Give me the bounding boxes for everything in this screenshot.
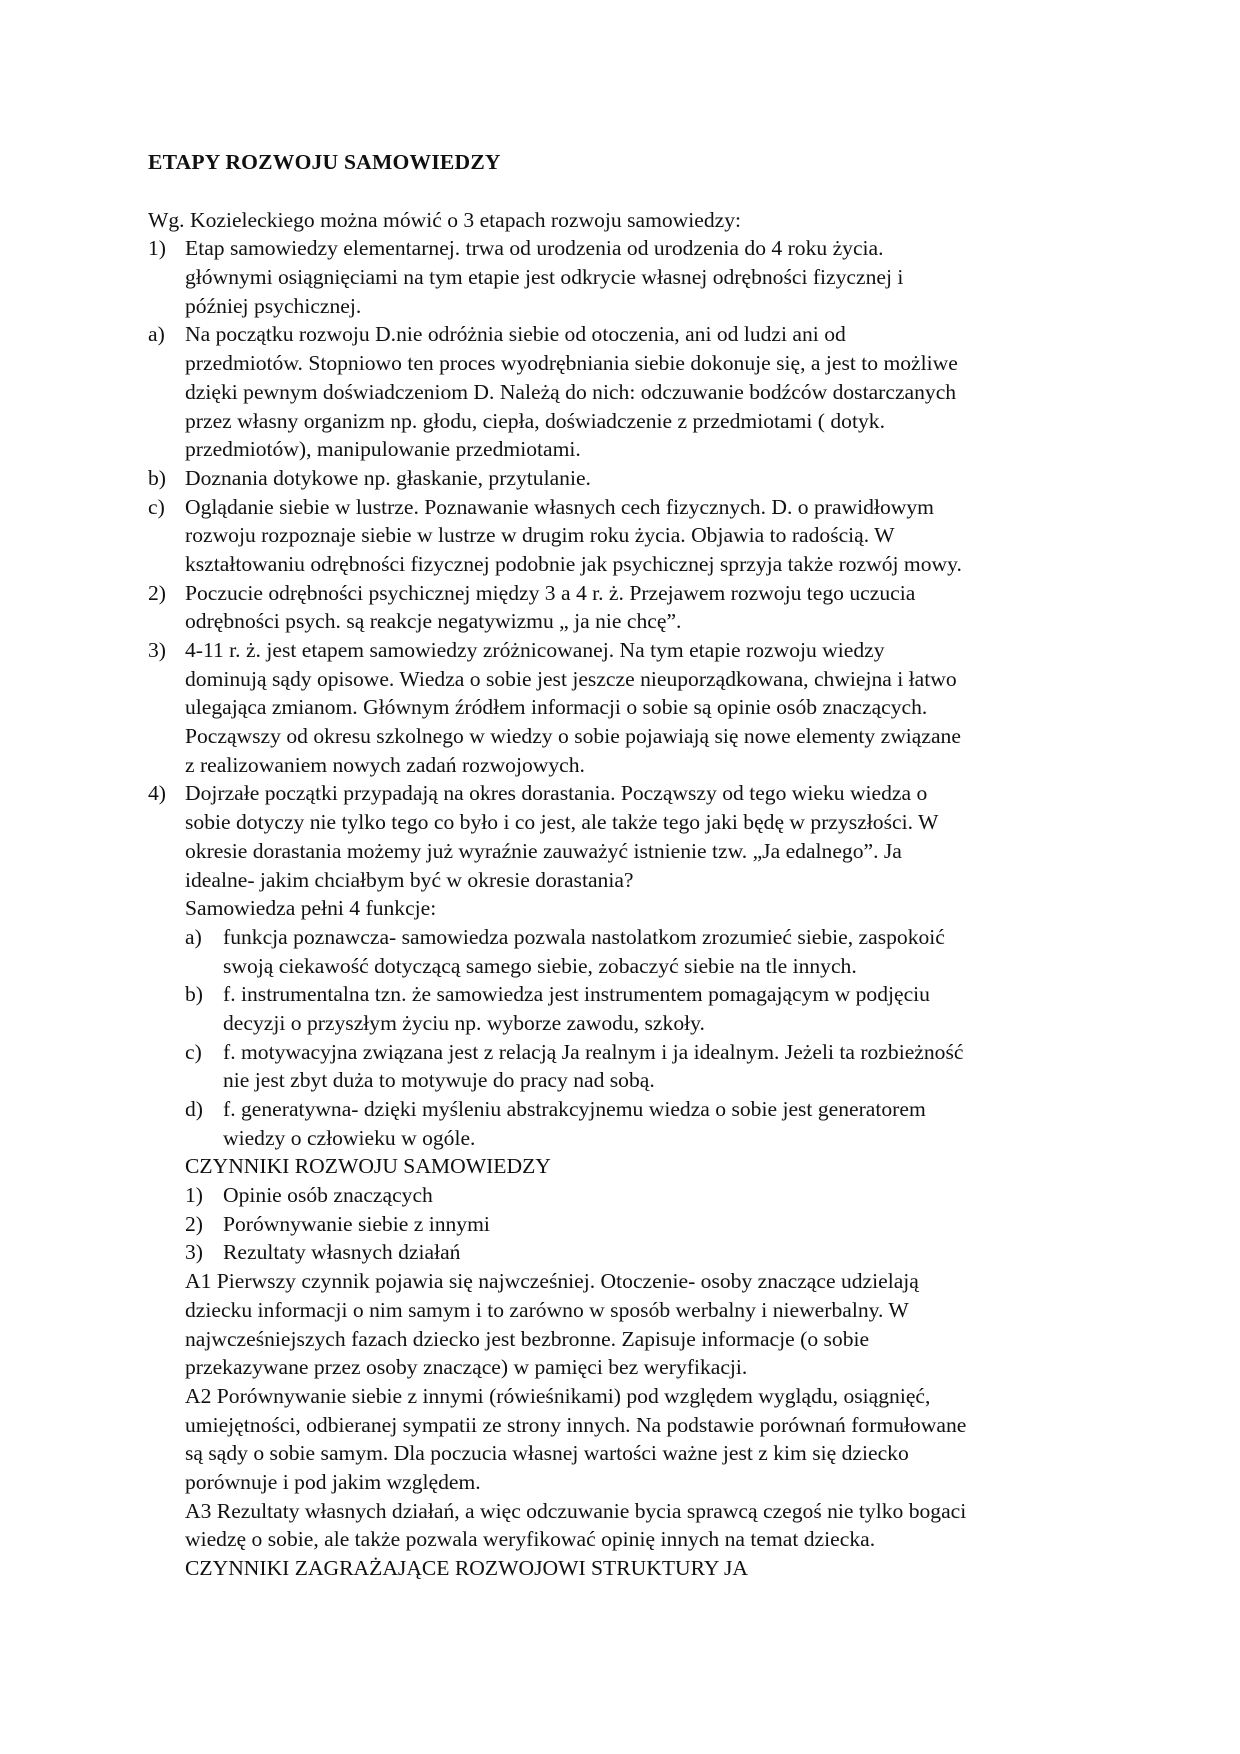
line-text: Wg. Kozieleckiego można mówić o 3 etapach rozwoju samowiedzy: — [148, 207, 742, 232]
line-text: A1 Pierwszy czynnik pojawia się najwcześniej. Otoczenie- osoby znaczące udzielają — [185, 1269, 919, 1294]
list-continuation — [148, 1439, 1098, 1468]
list-continuation — [148, 349, 1098, 378]
list-continuation — [148, 1382, 1098, 1411]
list-continuation — [148, 1411, 1098, 1440]
list-item-text: Opinie osób znaczących — [223, 1183, 433, 1208]
list-marker: c) — [185, 1039, 202, 1064]
line-text: Począwszy od okresu szkolnego w wiedzy o sobie pojawiają się nowe elementy związane — [185, 724, 961, 749]
line-text: najwcześniejszych fazach dziecko jest bezbronne. Zapisuje informacje (o sobie — [185, 1326, 870, 1351]
list-marker: 2) — [185, 1211, 203, 1236]
line-text: przedmiotów), manipulowanie przedmiotami. — [185, 437, 581, 462]
list-continuation — [148, 607, 1098, 636]
line-text: są sądy o sobie samym. Dla poczucia własnej wartości ważne jest z kim się dziecko — [185, 1441, 909, 1466]
list-continuation — [148, 1525, 1098, 1554]
line-text: kształtowaniu odrębności fizycznej podobnie jak psychicznej sprzyja także rozwój mowy. — [185, 551, 962, 576]
list-continuation — [148, 866, 1098, 895]
list-continuation — [148, 1267, 1098, 1296]
list-item-text: funkcja poznawcza- samowiedza pozwala nastolatkom zrozumieć siebie, zaspokoić — [223, 924, 945, 949]
list-item-text: Doznania dotykowe np. głaskanie, przytulanie. — [185, 465, 591, 490]
list-marker: 1) — [148, 236, 166, 261]
line-text: rozwoju rozpoznaje siebie w lustrze w drugim roku życia. Objawia to radością. W — [185, 523, 895, 548]
list-item-text: f. generatywna- dzięki myśleniu abstrakcyjnemu wiedza o sobie jest generatorem — [223, 1097, 926, 1121]
list-item — [148, 779, 1098, 808]
line-text: dzięki pewnym doświadczeniom D. Należą do nich: odczuwanie bodźców dostarczanych — [185, 379, 957, 404]
paragraph-line — [148, 206, 1098, 235]
list-marker: 3) — [185, 1240, 203, 1265]
sub-list-item — [148, 1210, 1098, 1239]
document-lines — [148, 206, 1098, 1583]
list-marker: a) — [148, 322, 165, 347]
sub-list-continuation — [148, 952, 1098, 981]
line-text: dziecku informacji o nim samym i to zarówno w sposób werbalny i niewerbalny. W — [185, 1297, 909, 1322]
list-marker: 2) — [148, 580, 166, 605]
list-item — [148, 234, 1098, 263]
list-continuation — [148, 751, 1098, 780]
list-continuation — [148, 1152, 1098, 1181]
list-marker: d) — [185, 1097, 203, 1121]
list-item — [148, 493, 1098, 522]
list-continuation — [148, 1468, 1098, 1497]
list-continuation — [148, 808, 1098, 837]
document-title: ETAPY ROZWOJU SAMOWIEDZY — [148, 150, 501, 174]
list-continuation — [148, 435, 1098, 464]
list-continuation — [148, 665, 1098, 694]
sub-list-continuation — [148, 1066, 1098, 1095]
line-text: przedmiotów. Stopniowo ten proces wyodrębniania siebie dokonuje się, a jest to możliwe — [185, 351, 958, 376]
list-continuation — [148, 521, 1098, 550]
line-text: swoją ciekawość dotyczącą samego siebie, zobaczyć siebie na tle innych. — [223, 953, 857, 978]
list-continuation — [148, 292, 1098, 321]
line-text: wiedzy o człowieku w ogóle. — [223, 1125, 476, 1150]
sub-list-item — [148, 980, 1098, 1009]
line-text: głównymi osiągnięciami na tym etapie jest odkrycie własnej odrębności fizycznej i — [185, 265, 904, 290]
line-text: ulegająca zmianom. Głównym źródłem informacji o sobie są opinie osób znaczących. — [185, 695, 928, 720]
list-marker: a) — [185, 924, 202, 949]
line-text: CZYNNIKI ZAGRAŻAJĄCE ROZWOJOWI STRUKTURY JA — [185, 1556, 749, 1580]
list-continuation — [148, 722, 1098, 751]
list-continuation — [148, 1554, 1098, 1583]
line-text: porównuje i pod jakim względem. — [185, 1469, 481, 1494]
list-item-text: Porównywanie siebie z innymi — [223, 1211, 490, 1236]
list-item — [148, 636, 1098, 665]
list-item-text: f. motywacyjna związana jest z relacją Ja realnym i ja idealnym. Jeżeli ta rozbieżność — [223, 1039, 964, 1064]
line-text: sobie dotyczy nie tylko tego co było i co jest, ale także tego jaki będę w przyszłości. W — [185, 810, 939, 835]
list-item-text: f. instrumentalna tzn. że samowiedza jest instrumentem pomagającym w podjęciu — [223, 982, 930, 1007]
list-item — [148, 320, 1098, 349]
list-continuation — [148, 837, 1098, 866]
list-continuation — [148, 263, 1098, 292]
line-text: odrębności psych. są reakcje negatywizmu „ ja nie chcę”. — [185, 609, 682, 634]
line-text: CZYNNIKI ROZWOJU SAMOWIEDZY — [185, 1154, 551, 1179]
line-text: wiedzę o sobie, ale także pozwala weryfikować opinię innych na temat dziecka. — [185, 1527, 876, 1552]
line-text: decyzji o przyszłym życiu np. wyborze zawodu, szkoły. — [223, 1010, 705, 1035]
list-continuation — [148, 1296, 1098, 1325]
list-marker: c) — [148, 494, 165, 519]
line-text: A2 Porównywanie siebie z innymi (rówieśnikami) pod względem wyglądu, osiągnięć, — [185, 1383, 931, 1408]
line-text: nie jest zbyt duża to motywuje do pracy nad sobą. — [223, 1068, 655, 1093]
line-text: później psychicznej. — [185, 293, 362, 318]
list-item-text: Oglądanie siebie w lustrze. Poznawanie własnych cech fizycznych. D. o prawidłowym — [185, 494, 934, 519]
line-text: z realizowaniem nowych zadań rozwojowych. — [185, 752, 585, 777]
list-marker: 3) — [148, 638, 166, 662]
line-text: Samowiedza pełni 4 funkcje: — [185, 896, 437, 921]
list-marker: b) — [148, 465, 166, 490]
list-item — [148, 579, 1098, 608]
list-marker: 1) — [185, 1183, 203, 1208]
list-continuation — [148, 894, 1098, 923]
list-continuation — [148, 1497, 1098, 1526]
line-text: A3 Rezultaty własnych działań, a więc odczuwanie bycia sprawcą czegoś nie tylko bogaci — [185, 1498, 967, 1523]
list-continuation — [148, 550, 1098, 579]
line-text: dominują sądy opisowe. Wiedza o sobie jest jeszcze nieuporządkowana, chwiejna i łatwo — [185, 666, 957, 691]
list-continuation — [148, 1353, 1098, 1382]
list-continuation — [148, 378, 1098, 407]
list-item-text: Poczucie odrębności psychicznej między 3 a 4 r. ż. Przejawem rozwoju tego uczucia — [185, 580, 916, 605]
sub-list-item — [148, 1095, 1098, 1124]
line-text: przez własny organizm np. głodu, ciepła, doświadczenie z przedmiotami ( dotyk. — [185, 408, 885, 433]
line-text: okresie dorastania możemy już wyraźnie zauważyć istnienie tzw. „Ja edalnego”. Ja — [185, 838, 902, 863]
list-marker: 4) — [148, 781, 166, 806]
list-item — [148, 464, 1098, 493]
sub-list-continuation — [148, 1124, 1098, 1153]
sub-list-item — [148, 1238, 1098, 1267]
sub-list-item — [148, 1181, 1098, 1210]
list-item-text: Etap samowiedzy elementarnej. trwa od urodzenia od urodzenia do 4 roku życia. — [185, 236, 884, 261]
list-marker: b) — [185, 982, 203, 1007]
list-item-text: Rezultaty własnych działań — [223, 1240, 461, 1265]
line-text: umiejętności, odbieranej sympatii ze strony innych. Na podstawie porównań formułowane — [185, 1412, 967, 1437]
list-continuation — [148, 1325, 1098, 1354]
sub-list-item — [148, 1038, 1098, 1067]
sub-list-item — [148, 923, 1098, 952]
document-body — [148, 148, 1098, 1583]
sub-list-continuation — [148, 1009, 1098, 1038]
title-spacer — [148, 177, 1098, 206]
list-item-text: Dojrzałe początki przypadają na okres dorastania. Począwszy od tego wieku wiedza o — [185, 781, 928, 806]
list-continuation — [148, 407, 1098, 436]
line-text: przekazywane przez osoby znaczące) w pamięci bez weryfikacji. — [185, 1355, 748, 1380]
list-continuation — [148, 693, 1098, 722]
list-item-text: Na początku rozwoju D.nie odróżnia siebie od otoczenia, ani od ludzi ani od — [185, 322, 846, 347]
line-text: idealne- jakim chciałbym być w okresie dorastania? — [185, 867, 634, 892]
list-item-text: 4-11 r. ż. jest etapem samowiedzy zróżnicowanej. Na tym etapie rozwoju wiedzy — [185, 638, 885, 662]
